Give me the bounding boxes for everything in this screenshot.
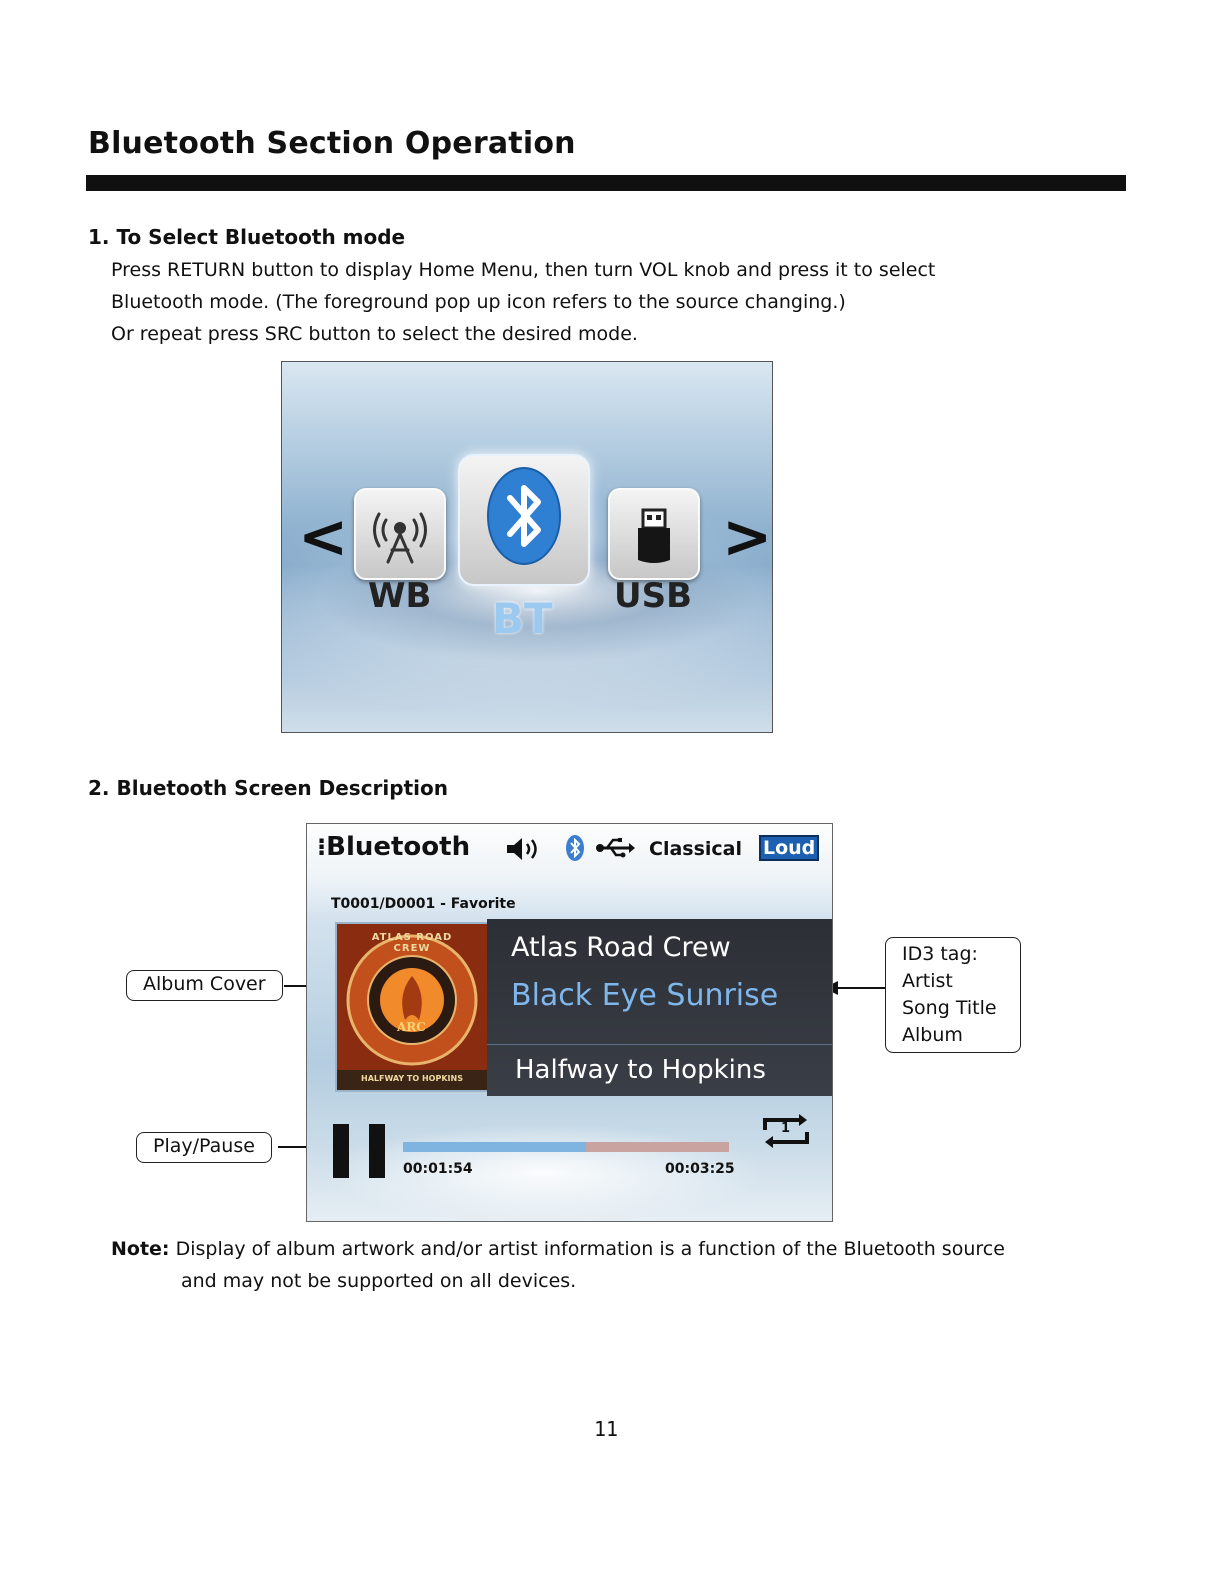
album-cover-callout: Album Cover bbox=[126, 970, 283, 1001]
source-label: Bluetooth bbox=[326, 832, 471, 862]
section-1-line: Press RETURN button to display Home Menu, then turn VOL knob and press it to select bbox=[111, 259, 936, 281]
bluetooth-icon bbox=[460, 456, 588, 584]
eq-label: Classical bbox=[649, 838, 743, 860]
mode-tile-wb[interactable] bbox=[354, 488, 446, 580]
play-pause-callout: Play/Pause bbox=[136, 1132, 272, 1163]
total-time: 00:03:25 bbox=[665, 1161, 735, 1177]
section-1-line: Bluetooth mode. (The foreground pop up icon refers to the source changing.) bbox=[111, 291, 846, 313]
note-block bbox=[111, 1233, 1121, 1297]
section-1-line: Or repeat press SRC button to select the desired mode. bbox=[111, 323, 638, 345]
song-title: Black Eye Sunrise bbox=[511, 978, 779, 1013]
speaker-icon bbox=[505, 836, 543, 862]
info-divider bbox=[487, 1044, 832, 1045]
album-cover-album: HALFWAY TO HOPKINS bbox=[361, 1074, 463, 1083]
next-arrow-icon[interactable]: > bbox=[722, 502, 773, 572]
title-rule bbox=[86, 175, 1126, 191]
bluetooth-status-icon bbox=[565, 834, 585, 862]
source-title bbox=[317, 832, 470, 862]
antenna-icon bbox=[356, 490, 444, 578]
section-1-heading: 1. To Select Bluetooth mode bbox=[88, 225, 406, 249]
page-title: Bluetooth Section Operation bbox=[88, 126, 576, 161]
page-number: 11 bbox=[594, 1417, 619, 1441]
album-cover-band: ATLAS ROAD CREW bbox=[371, 932, 453, 954]
progress-played bbox=[403, 1142, 586, 1152]
bluetooth-screen-screenshot bbox=[306, 823, 833, 1222]
section-2-heading: 2. Bluetooth Screen Description bbox=[88, 776, 448, 800]
usb-icon bbox=[595, 837, 635, 859]
elapsed-time: 00:01:54 bbox=[403, 1161, 473, 1177]
id3-tag-label: ID3 tag: bbox=[902, 943, 978, 965]
note-label: Note: bbox=[111, 1238, 170, 1260]
note-line-1: Display of album artwork and/or artist information is a function of the Bluetooth source bbox=[175, 1238, 1005, 1260]
play-pause-button[interactable] bbox=[331, 1122, 387, 1180]
id3-connector bbox=[838, 987, 885, 989]
pause-icon bbox=[331, 1122, 387, 1180]
mode-label-usb: USB bbox=[614, 576, 693, 616]
album-name: Halfway to Hopkins bbox=[515, 1055, 766, 1085]
usb-drive-icon bbox=[610, 490, 698, 578]
loud-badge: Loud bbox=[759, 835, 819, 861]
section-1-body bbox=[111, 254, 1121, 350]
id3-artist-label: Artist bbox=[902, 970, 953, 992]
prev-arrow-icon[interactable]: < bbox=[298, 502, 349, 572]
album-cover-emblem: ARC bbox=[397, 1020, 426, 1034]
mode-selector-screenshot bbox=[281, 361, 773, 733]
id3-callout bbox=[885, 937, 1021, 1053]
id3-album-label: Album bbox=[902, 1024, 963, 1046]
album-cover bbox=[335, 922, 489, 1092]
status-bar bbox=[307, 824, 832, 874]
mode-tile-usb[interactable] bbox=[608, 488, 700, 580]
artist-name: Atlas Road Crew bbox=[511, 932, 731, 963]
mode-tile-bt[interactable] bbox=[458, 454, 590, 586]
mode-label-bt: BT bbox=[492, 594, 553, 643]
track-info: T0001/D0001 - Favorite bbox=[331, 896, 516, 912]
note-line-2: and may not be supported on all devices. bbox=[181, 1270, 577, 1292]
mode-label-wb: WB bbox=[368, 576, 432, 616]
menu-dots-icon[interactable]: ⁝ bbox=[317, 833, 327, 861]
progress-bar[interactable] bbox=[403, 1142, 729, 1152]
repeat-badge: 1 bbox=[781, 1121, 791, 1136]
id3-song-title-label: Song Title bbox=[902, 997, 997, 1019]
repeat-button[interactable] bbox=[759, 1112, 813, 1150]
